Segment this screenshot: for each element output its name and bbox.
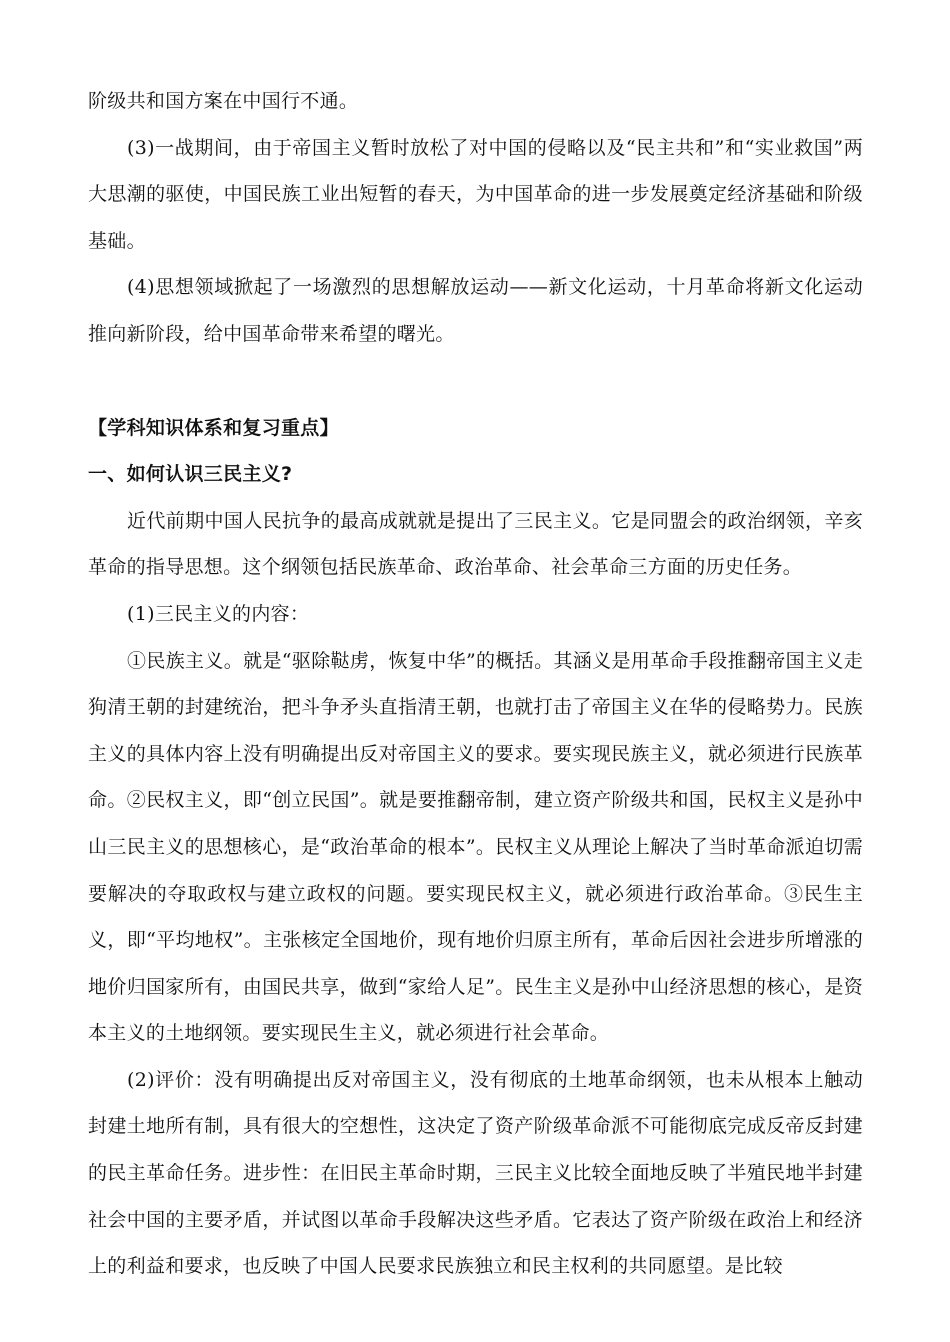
body-paragraph-evaluation: (2)评价：没有明确提出反对帝国主义，没有彻底的土地革命纲领，也未从根本上触动封建土地所有制，具有很大的空想性，这决定了资产阶级革命派不可能彻底完成反帝反封建的民主革命任务。进步性：在旧民主革命时期，三民主义比较全面地反映了半殖民地半封建社会中国的主要矛盾，并试图以革命手段解决这些矛盾。它表达了资产阶级在政治上和经济上的利益和要求，也反映了中国人民要求民族独立和民主权利的共同愿望。是比较 (88, 1068, 863, 1278)
intro-paragraph-point-3: (3)一战期间，由于帝国主义暂时放松了对中国的侵略以及“民主共和”和“实业救国”两大思潮的驱使，中国民族工业出短暂的春天，为中国革命的进一步发展奠定经济基础和阶级基础。 (88, 136, 863, 252)
intro-paragraph-point-4: (4)思想领域掀起了一场激烈的思想解放运动——新文化运动，十月革命将新文化运动推向新阶段，给中国革命带来希望的曙光。 (88, 276, 863, 345)
body-paragraph-intro: 近代前期中国人民抗争的最高成就就是提出了三民主义。它是同盟会的政治纲领，辛亥革命的指导思想。这个纲领包括民族革命、政治革命、社会革命三方面的历史任务。 (88, 509, 863, 579)
intro-paragraph-continuation: 阶级共和国方案在中国行不通。 (88, 90, 359, 112)
question-title: 一、如何认识三民主义? (88, 463, 293, 486)
section-title: 【学科知识体系和复习重点】 (88, 416, 339, 439)
body-paragraph-content-heading: (1)三民主义的内容： (127, 602, 310, 625)
section-spacer (88, 358, 863, 405)
body-paragraph-three-principles: ①民族主义。就是“驱除鞑虏，恢复中华”的概括。其涵义是用革命手段推翻帝国主义走狗清王朝的封建统治，把斗争矛头直指清王朝，也就打击了帝国主义在华的侵略势力。民族主义的具体内容上没有明确提出反对帝国主义的要求。要实现民族主义，就必须进行民族革命。②民权主义，即“创立民国”。就是要推翻帝制，建立资产阶级共和国，民权主义是孙中山三民主义的思想核心，是“政治革命的根本”。民权主义从理论上解决了当时革命派迫切需要解决的夺取政权与建立政权的问题。要实现民权主义，就必须进行政治革命。③民生主义，即“平均地权”。主张核定全国地价，现有地价归原主所有，革命后因社会进步所增涨的地价归国家所有，由国民共享，做到“家给人足”。民生主义是孙中山经济思想的核心，是资本主义的土地纲领。要实现民生主义，就必须进行社会革命。 (88, 649, 863, 1045)
document-content (88, 78, 863, 1290)
